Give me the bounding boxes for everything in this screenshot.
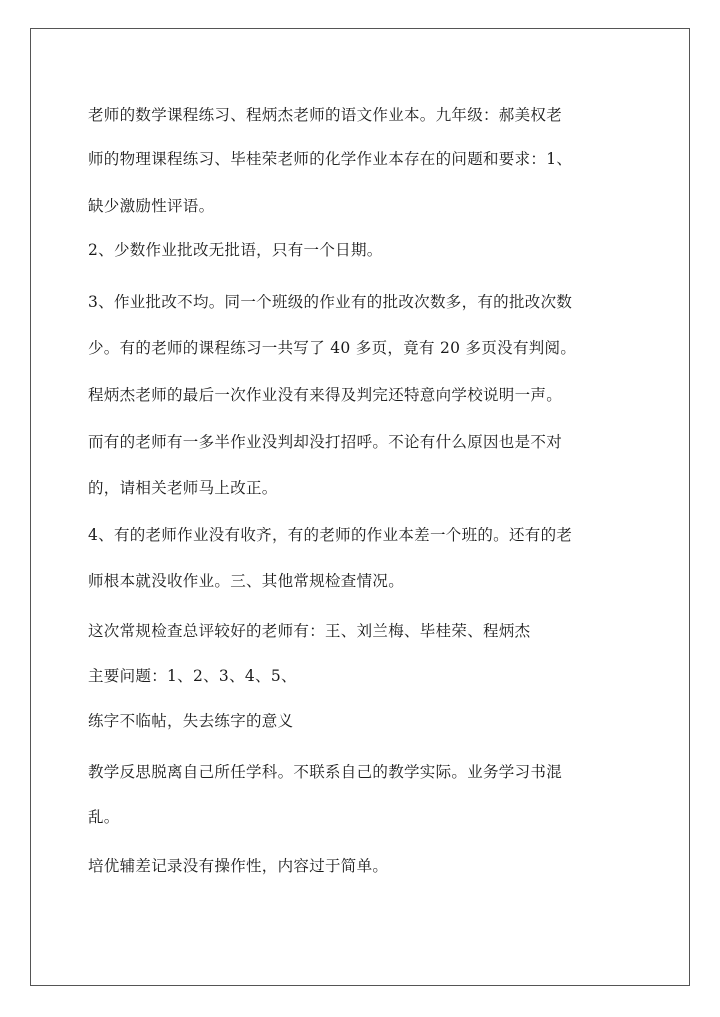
text-line: 3、作业批改不均。同一个班级的作业有的批改次数多，有的批改次数 — [88, 293, 573, 311]
text-line: 这次常规检查总评较好的老师有：王、刘兰梅、毕桂荣、程炳杰 — [88, 622, 531, 640]
page-frame — [30, 28, 690, 986]
text-line: 的，请相关老师马上改正。 — [88, 479, 278, 497]
text-line: 练字不临帖，失去练字的意义 — [88, 712, 294, 730]
text-line: 主要问题：1、2、3、4、5、 — [88, 667, 297, 685]
text-line: 缺少激励性评语。 — [88, 197, 215, 215]
text-line: 老师的数学课程练习、程炳杰老师的语文作业本。九年级：郝美权老 — [88, 106, 563, 124]
text-line: 乱。 — [88, 808, 120, 826]
text-line: 2、少数作业批改无批语，只有一个日期。 — [88, 241, 383, 259]
text-line: 师根本就没收作业。三、其他常规检查情况。 — [88, 572, 405, 590]
text-line: 4、有的老师作业没有收齐，有的老师的作业本差一个班的。还有的老 — [88, 526, 573, 544]
text-line: 培优辅差记录没有操作性，内容过于简单。 — [88, 857, 389, 875]
text-line: 教学反思脱离自己所任学科。不联系自己的教学实际。业务学习书混 — [88, 763, 563, 781]
text-line: 而有的老师有一多半作业没判却没打招呼。不论有什么原因也是不对 — [88, 433, 563, 451]
text-line: 程炳杰老师的最后一次作业没有来得及判完还特意向学校说明一声。 — [88, 386, 563, 404]
text-line: 少。有的老师的课程练习一共写了 40 多页，竟有 20 多页没有判阅。 — [88, 339, 577, 357]
text-line: 师的物理课程练习、毕桂荣老师的化学作业本存在的问题和要求：1、 — [88, 150, 573, 168]
